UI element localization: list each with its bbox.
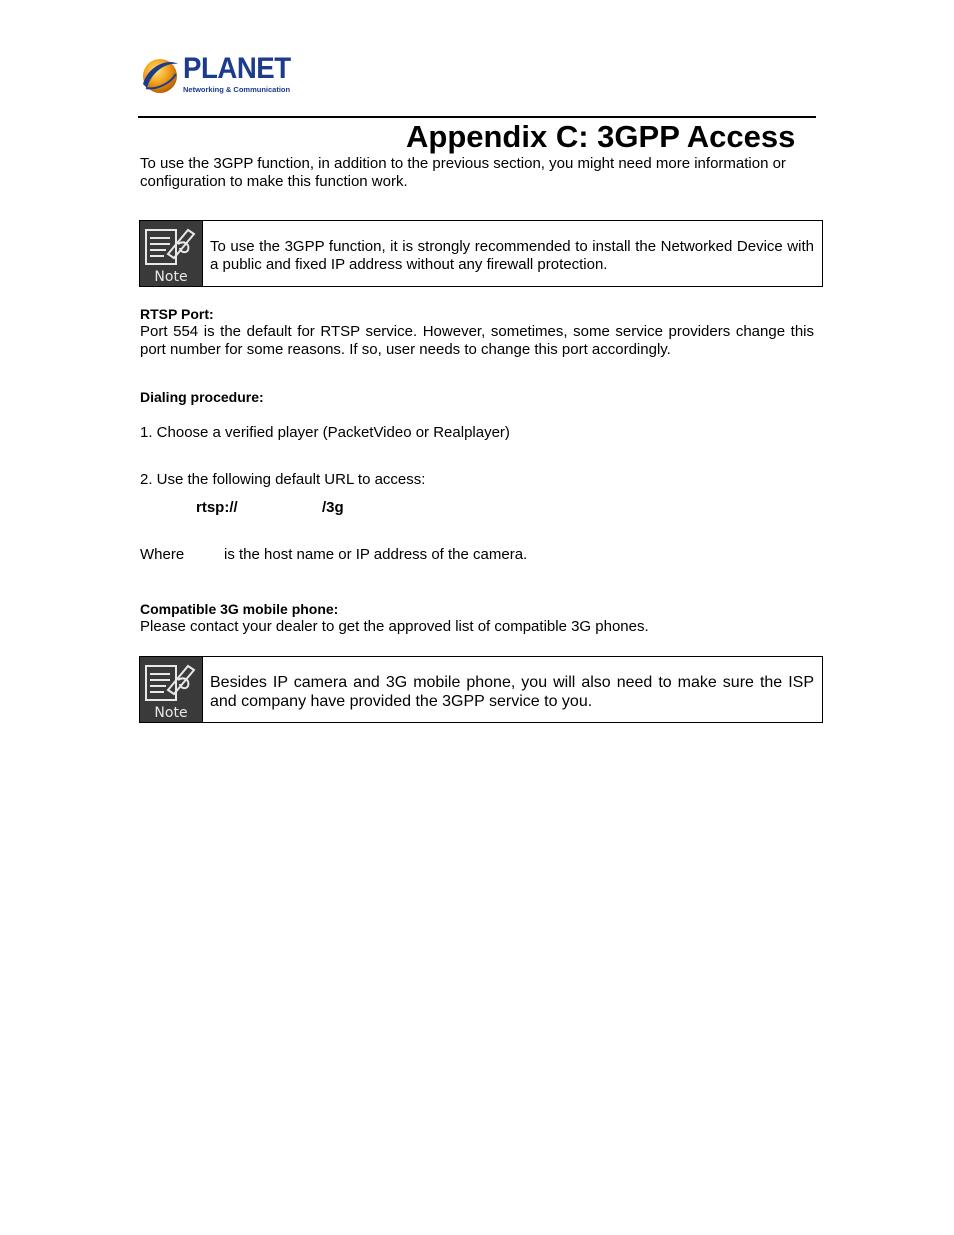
compatible-heading: Compatible 3G mobile phone: bbox=[140, 601, 339, 617]
url-prefix: rtsp:// bbox=[196, 499, 238, 516]
globe-icon bbox=[138, 54, 180, 96]
dialing-heading: Dialing procedure: bbox=[140, 389, 264, 405]
note-icon bbox=[140, 657, 203, 722]
dialing-step-1: 1. Choose a verified player (PacketVideo or Realplayer) bbox=[140, 424, 510, 441]
compatible-text: Please contact your dealer to get the approved list of compatible 3G phones. bbox=[140, 618, 649, 635]
note-label: Note bbox=[154, 269, 188, 285]
intro-paragraph: To use the 3GPP function, in addition to the previous section, you might need more information or configuration to make this function work. bbox=[140, 155, 786, 190]
page-title: Appendix C: 3GPP Access bbox=[406, 119, 796, 154]
where-text: is the host name or IP address of the camera. bbox=[224, 546, 528, 563]
where-label: Where bbox=[140, 546, 185, 563]
note-box-2 bbox=[139, 656, 823, 723]
note-icon bbox=[140, 221, 203, 286]
dialing-step-2: 2. Use the following default URL to access: bbox=[140, 471, 426, 488]
logo-brand: PLANET bbox=[183, 52, 291, 85]
logo-tagline: Networking & Communication bbox=[183, 85, 291, 94]
note-text-2: Besides IP camera and 3G mobile phone, you will also need to make sure the ISP and company have provided the 3GPP service to you. bbox=[210, 674, 814, 710]
note-box-1 bbox=[139, 220, 823, 287]
note-label: Note bbox=[154, 705, 188, 721]
rtsp-port-text: Port 554 is the default for RTSP service. However, sometimes, some service providers change this port number for some reasons. If so, user needs to change this port accordingly. bbox=[140, 323, 814, 358]
note-text-1: To use the 3GPP function, it is strongly recommended to install the Networked Device with a public and fixed IP address without any firewall protection. bbox=[210, 238, 814, 273]
rtsp-port-heading: RTSP Port: bbox=[140, 306, 214, 322]
url-suffix: /3g bbox=[322, 499, 344, 516]
